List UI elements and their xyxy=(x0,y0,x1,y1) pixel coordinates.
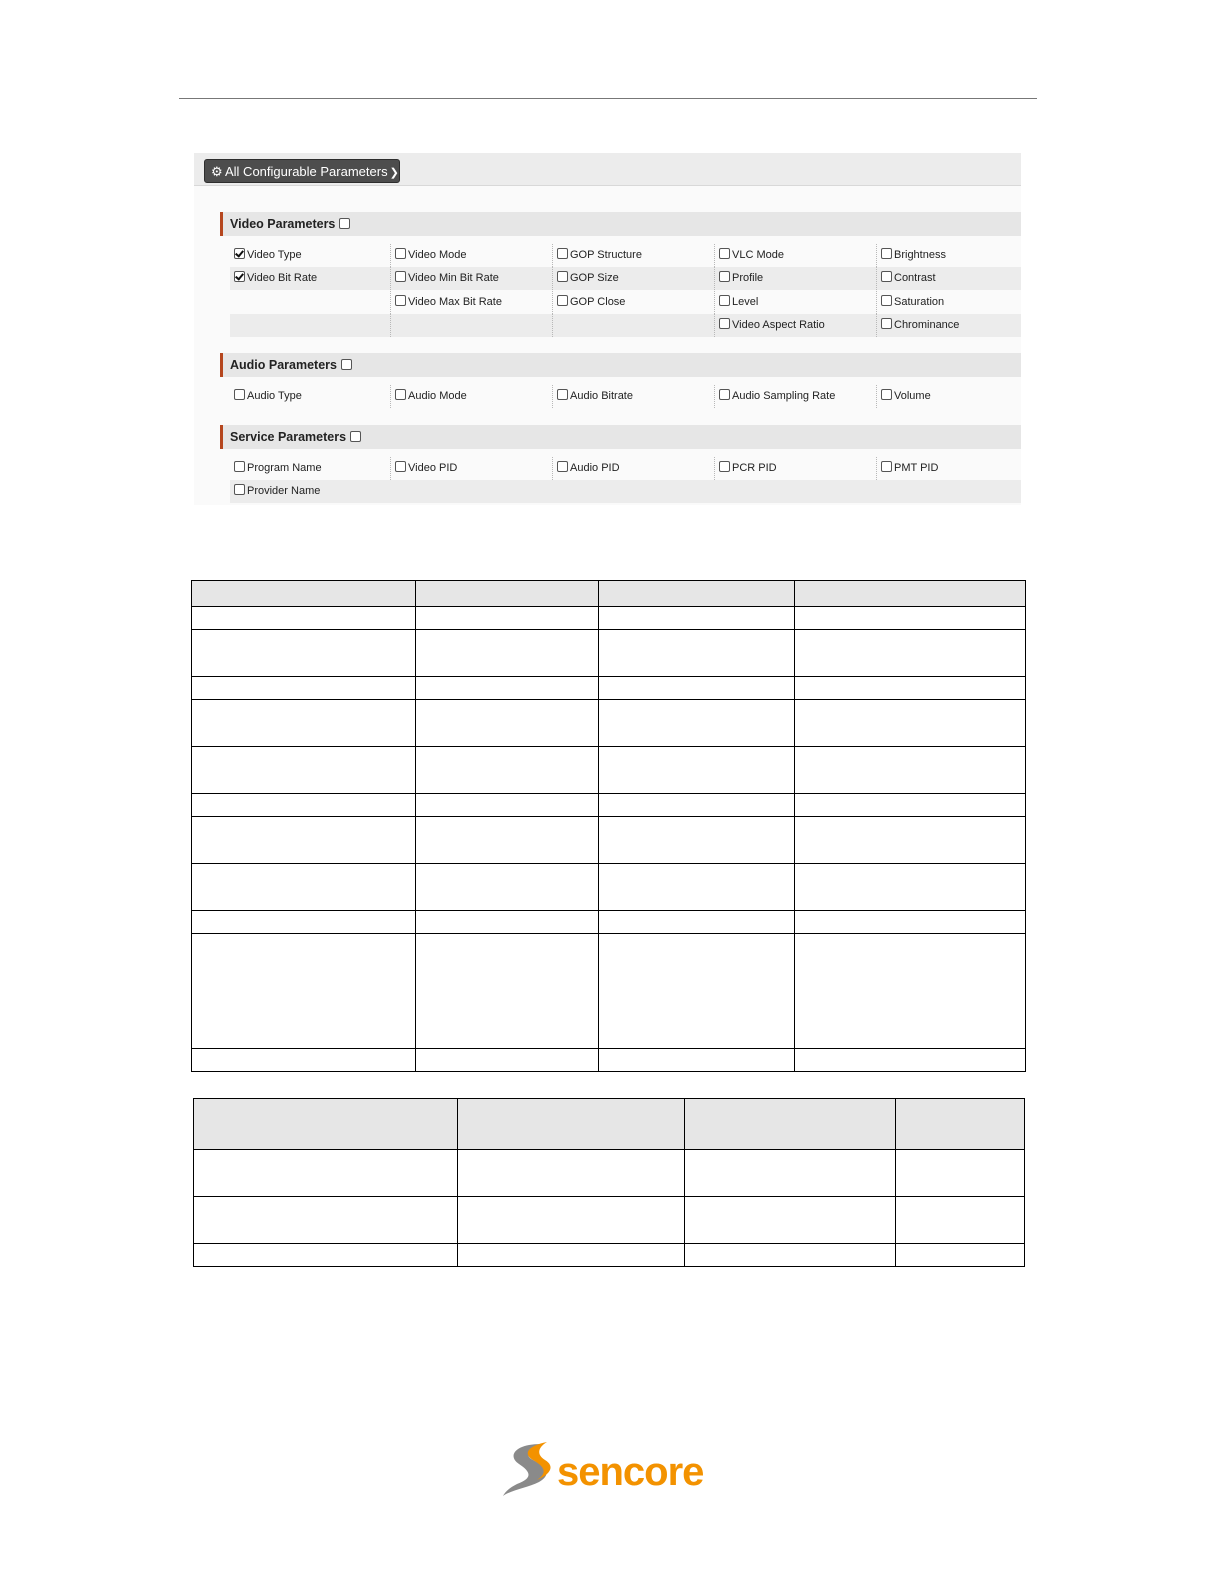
table-cell xyxy=(685,1244,896,1267)
volume-checkbox[interactable] xyxy=(881,389,892,400)
option-label: Audio Sampling Rate xyxy=(732,390,836,402)
table-cell xyxy=(599,934,795,1049)
video-parameters-header xyxy=(220,212,1021,236)
video-row-1 xyxy=(230,244,1021,267)
sencore-logo xyxy=(497,1438,727,1502)
option-label: GOP Size xyxy=(570,272,619,284)
empty-cell xyxy=(230,314,390,337)
table-cell xyxy=(599,864,795,911)
table-cell xyxy=(192,677,416,700)
audio-parameters-select-all-checkbox[interactable] xyxy=(341,359,352,370)
table-cell xyxy=(599,911,795,934)
video-type-option[interactable] xyxy=(230,244,390,267)
table-row xyxy=(192,607,1026,630)
video-aspect-ratio-option[interactable] xyxy=(714,314,876,337)
table-cell xyxy=(194,1150,458,1197)
audio-pid-option[interactable] xyxy=(552,457,714,480)
video-max-bit-rate-option[interactable] xyxy=(390,291,552,314)
table-cell xyxy=(685,1197,896,1244)
audio-mode-option[interactable] xyxy=(390,385,552,408)
table-row xyxy=(192,934,1026,1049)
table-cell xyxy=(192,1049,416,1072)
video-max-bit-rate-checkbox[interactable] xyxy=(395,295,406,306)
table-cell xyxy=(599,794,795,817)
table-cell xyxy=(416,630,599,677)
option-label: Provider Name xyxy=(247,485,321,497)
provider-name-option[interactable] xyxy=(230,480,390,503)
gop-size-checkbox[interactable] xyxy=(557,271,568,282)
table-cell xyxy=(599,607,795,630)
audio-parameters-header xyxy=(220,353,1021,377)
audio-parameters-title: Audio Parameters xyxy=(230,358,337,372)
empty-cell xyxy=(552,314,714,337)
brightness-option[interactable] xyxy=(876,244,1021,267)
dropdown-label: All Configurable Parameters xyxy=(225,164,388,179)
service-parameters-select-all-checkbox[interactable] xyxy=(350,431,361,442)
volume-option[interactable] xyxy=(876,385,1021,408)
pcr-pid-option[interactable] xyxy=(714,457,876,480)
option-label: Audio Type xyxy=(247,390,302,402)
level-checkbox[interactable] xyxy=(719,295,730,306)
video-row-2 xyxy=(230,267,1021,290)
table-header-cell xyxy=(599,581,795,607)
video-mode-checkbox[interactable] xyxy=(395,248,406,259)
table-cell xyxy=(192,794,416,817)
option-label: GOP Structure xyxy=(570,249,642,261)
option-label: Level xyxy=(732,296,759,308)
option-label: Profile xyxy=(732,272,764,284)
panel-toolbar xyxy=(194,153,1021,186)
table-cell xyxy=(458,1197,685,1244)
header-rule xyxy=(179,98,1037,99)
audio-sampling-rate-option[interactable] xyxy=(714,385,876,408)
video-mode-option[interactable] xyxy=(390,244,552,267)
table-header-cell xyxy=(896,1099,1025,1150)
table-row xyxy=(194,1150,1025,1197)
gop-close-checkbox[interactable] xyxy=(557,295,568,306)
table-cell xyxy=(599,747,795,794)
table-header-cell xyxy=(458,1099,685,1150)
chrominance-checkbox[interactable] xyxy=(881,318,892,329)
option-label: PCR PID xyxy=(732,462,777,474)
table-cell xyxy=(416,700,599,747)
contrast-checkbox[interactable] xyxy=(881,271,892,282)
table-cell xyxy=(192,700,416,747)
table-cell xyxy=(896,1150,1025,1197)
logo-wordmark: sencore xyxy=(557,1450,704,1494)
table-cell xyxy=(416,607,599,630)
table-row xyxy=(192,864,1026,911)
table-cell xyxy=(192,911,416,934)
option-label: Volume xyxy=(894,390,931,402)
gop-structure-checkbox[interactable] xyxy=(557,248,568,259)
table-cell xyxy=(599,677,795,700)
option-label: Audio Bitrate xyxy=(570,390,633,402)
empty-cell xyxy=(230,291,390,314)
pmt-pid-checkbox[interactable] xyxy=(881,461,892,472)
option-label: Video Mode xyxy=(408,249,467,261)
audio-bitrate-checkbox[interactable] xyxy=(557,389,568,400)
table-cell xyxy=(795,747,1026,794)
secondary-table xyxy=(193,1098,1025,1267)
option-label: Contrast xyxy=(894,272,936,284)
table-cell xyxy=(795,607,1026,630)
audio-row-1 xyxy=(230,385,1021,408)
table-header-cell xyxy=(416,581,599,607)
table-cell xyxy=(896,1244,1025,1267)
table-cell xyxy=(192,607,416,630)
table-header-cell xyxy=(194,1099,458,1150)
table-cell xyxy=(599,817,795,864)
option-label: Saturation xyxy=(894,296,945,308)
audio-sampling-rate-checkbox[interactable] xyxy=(719,389,730,400)
option-label: VLC Mode xyxy=(732,249,784,261)
saturation-checkbox[interactable] xyxy=(881,295,892,306)
video-aspect-ratio-checkbox[interactable] xyxy=(719,318,730,329)
table-cell xyxy=(795,794,1026,817)
table-cell xyxy=(685,1150,896,1197)
service-row-2 xyxy=(230,480,1021,503)
table-cell xyxy=(795,677,1026,700)
table-cell xyxy=(194,1197,458,1244)
program-name-checkbox[interactable] xyxy=(234,461,245,472)
table-row xyxy=(192,677,1026,700)
saturation-option[interactable] xyxy=(876,291,1021,314)
table-cell xyxy=(194,1244,458,1267)
service-row-1 xyxy=(230,457,1021,480)
audio-type-checkbox[interactable] xyxy=(234,389,245,400)
video-min-bit-rate-checkbox[interactable] xyxy=(395,271,406,282)
option-label: Video Max Bit Rate xyxy=(408,296,502,308)
table-cell xyxy=(795,630,1026,677)
table-cell xyxy=(896,1197,1025,1244)
chrominance-option[interactable] xyxy=(876,314,1021,337)
table-cell xyxy=(458,1244,685,1267)
audio-pid-checkbox[interactable] xyxy=(557,461,568,472)
option-label: Chrominance xyxy=(894,319,960,331)
contrast-option[interactable] xyxy=(876,267,1021,290)
video-row-3 xyxy=(230,291,1021,314)
video-min-bit-rate-option[interactable] xyxy=(390,267,552,290)
table-row xyxy=(192,794,1026,817)
table-header-cell xyxy=(685,1099,896,1150)
table-cell xyxy=(416,677,599,700)
gop-size-option[interactable] xyxy=(552,267,714,290)
option-label: Audio Mode xyxy=(408,390,467,402)
option-label: Video Aspect Ratio xyxy=(732,319,825,331)
table-cell xyxy=(416,817,599,864)
gop-close-option[interactable] xyxy=(552,291,714,314)
table-row xyxy=(192,747,1026,794)
table-row xyxy=(194,1244,1025,1267)
option-label: PMT PID xyxy=(894,462,939,474)
gear-icon: ⚙ xyxy=(211,164,223,179)
profile-checkbox[interactable] xyxy=(719,271,730,282)
chevron-down-icon: ❯ xyxy=(389,167,399,179)
video-pid-checkbox[interactable] xyxy=(395,461,406,472)
audio-type-option[interactable] xyxy=(230,385,390,408)
parameters-panel xyxy=(194,153,1021,505)
service-parameters-title: Service Parameters xyxy=(230,430,347,444)
audio-mode-checkbox[interactable] xyxy=(395,389,406,400)
table-cell xyxy=(192,864,416,911)
logo-swoosh-icon xyxy=(503,1444,546,1496)
video-parameters-title: Video Parameters xyxy=(230,217,336,231)
option-label: Video Bit Rate xyxy=(247,272,318,284)
empty-cell xyxy=(390,314,552,337)
table-cell xyxy=(192,630,416,677)
parameters-table xyxy=(191,580,1026,1072)
table-header-cell xyxy=(795,581,1026,607)
table-cell xyxy=(795,911,1026,934)
video-bit-rate-option[interactable] xyxy=(230,267,390,290)
table-cell xyxy=(795,700,1026,747)
table-row xyxy=(192,911,1026,934)
video-bit-rate-checkbox[interactable] xyxy=(234,271,245,282)
option-label: Video PID xyxy=(408,462,458,474)
table-cell xyxy=(795,864,1026,911)
table-cell xyxy=(192,747,416,794)
option-label: Program Name xyxy=(247,462,322,474)
table-row xyxy=(192,817,1026,864)
table-header-cell xyxy=(192,581,416,607)
option-label: Video Type xyxy=(247,249,302,261)
provider-name-checkbox[interactable] xyxy=(234,484,245,495)
brightness-checkbox[interactable] xyxy=(881,248,892,259)
table-row xyxy=(192,700,1026,747)
audio-bitrate-option[interactable] xyxy=(552,385,714,408)
table-cell xyxy=(599,1049,795,1072)
table-cell xyxy=(795,1049,1026,1072)
video-type-checkbox[interactable] xyxy=(234,248,245,259)
table-row xyxy=(192,630,1026,677)
table-cell xyxy=(192,817,416,864)
table-row xyxy=(192,1049,1026,1072)
table-cell xyxy=(599,630,795,677)
option-label: Audio PID xyxy=(570,462,620,474)
table-cell xyxy=(599,700,795,747)
table-cell xyxy=(795,934,1026,1049)
level-option[interactable] xyxy=(714,291,876,314)
gop-structure-option[interactable] xyxy=(552,244,714,267)
table-header-row xyxy=(192,581,1026,607)
vlc-mode-option[interactable] xyxy=(714,244,876,267)
table-cell xyxy=(416,911,599,934)
video-pid-option[interactable] xyxy=(390,457,552,480)
table-cell xyxy=(795,817,1026,864)
table-cell xyxy=(416,747,599,794)
table-row xyxy=(194,1197,1025,1244)
video-row-4 xyxy=(230,314,1021,337)
pcr-pid-checkbox[interactable] xyxy=(719,461,730,472)
pmt-pid-option[interactable] xyxy=(876,457,1021,480)
table-header-row xyxy=(194,1099,1025,1150)
program-name-option[interactable] xyxy=(230,457,390,480)
table-cell xyxy=(416,864,599,911)
table-cell xyxy=(458,1150,685,1197)
video-parameters-select-all-checkbox[interactable] xyxy=(339,218,350,229)
vlc-mode-checkbox[interactable] xyxy=(719,248,730,259)
table-cell xyxy=(192,934,416,1049)
profile-option[interactable] xyxy=(714,267,876,290)
table-cell xyxy=(416,794,599,817)
all-configurable-parameters-dropdown[interactable] xyxy=(204,159,400,183)
service-parameters-header xyxy=(220,425,1021,449)
option-label: Video Min Bit Rate xyxy=(408,272,499,284)
option-label: GOP Close xyxy=(570,296,626,308)
option-label: Brightness xyxy=(894,249,946,261)
table-cell xyxy=(416,1049,599,1072)
table-cell xyxy=(416,934,599,1049)
